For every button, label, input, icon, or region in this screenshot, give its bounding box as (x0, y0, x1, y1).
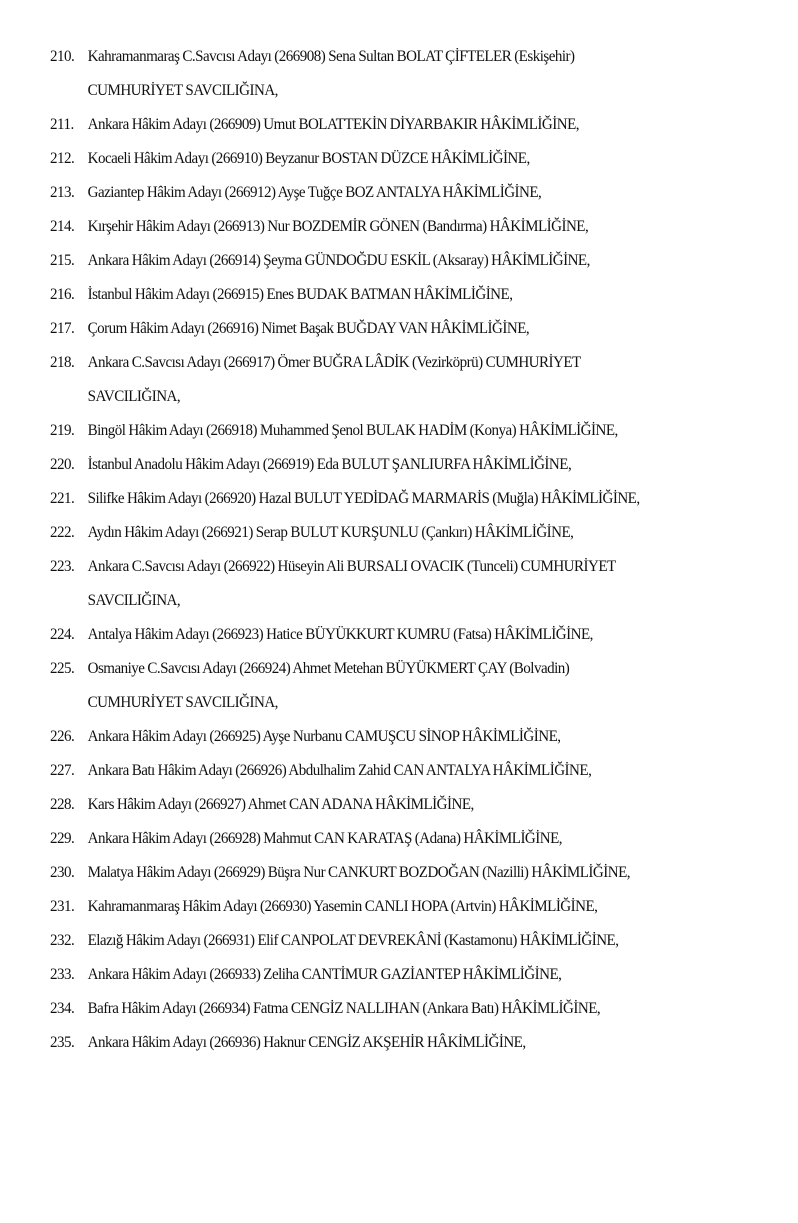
list-item (50, 40, 750, 108)
entry-text (88, 176, 751, 210)
entry-line: Ankara Hâkim Adayı (266909) Umut BOLATTEKİN DİYARBAKIR HÂKİMLİĞİNE, (87, 116, 579, 133)
entry-text (88, 992, 751, 1026)
entry-line: Ankara Hâkim Adayı (266936) Haknur CENGİZ AKŞEHİR HÂKİMLİĞİNE, (87, 1034, 526, 1051)
entry-text (88, 788, 751, 822)
entry-text (88, 550, 751, 618)
entry-number: 234. (50, 1000, 75, 1017)
entry-line: Osmaniye C.Savcısı Adayı (266924) Ahmet Metehan BÜYÜKMERT ÇAY (Bolvadin) (87, 660, 570, 677)
list-item (50, 482, 750, 516)
entry-line: Kocaeli Hâkim Adayı (266910) Beyzanur BOSTAN DÜZCE HÂKİMLİĞİNE, (87, 150, 530, 167)
entry-line: Gaziantep Hâkim Adayı (266912) Ayşe Tuğçe BOZ ANTALYA HÂKİMLİĞİNE, (87, 184, 542, 201)
entry-number: 223. (50, 558, 75, 575)
entry-line: Çorum Hâkim Adayı (266916) Nimet Başak BUĞDAY VAN HÂKİMLİĞİNE, (87, 320, 530, 337)
entry-text (88, 414, 751, 448)
entry-line: Malatya Hâkim Adayı (266929) Büşra Nur CANKURT BOZDOĞAN (Nazilli) HÂKİMLİĞİNE, (87, 864, 631, 881)
entry-number: 235. (50, 1034, 75, 1051)
entry-number: 228. (50, 796, 75, 813)
list-item (50, 890, 750, 924)
entry-line: Ankara C.Savcısı Adayı (266922) Hüseyin Ali BURSALI OVACIK (Tunceli) CUMHURİYET (87, 558, 616, 575)
list-item (50, 414, 750, 448)
entry-line: SAVCILIĞINA, (87, 388, 181, 405)
entry-number: 220. (50, 456, 75, 473)
entry-number: 225. (50, 660, 75, 677)
entry-number: 226. (50, 728, 75, 745)
entry-number: 227. (50, 762, 75, 779)
entry-number: 222. (50, 524, 75, 541)
list-item (50, 788, 750, 822)
entry-text (88, 210, 751, 244)
entry-line: CUMHURİYET SAVCILIĞINA, (87, 82, 278, 99)
entry-number: 230. (50, 864, 75, 881)
list-item (50, 652, 750, 720)
entry-line: Ankara Hâkim Adayı (266914) Şeyma GÜNDOĞDU ESKİL (Aksaray) HÂKİMLİĞİNE, (87, 252, 590, 269)
entry-line: Kahramanmaraş Hâkim Adayı (266930) Yasemin CANLI HOPA (Artvin) HÂKİMLİĞİNE, (87, 898, 598, 915)
list-item (50, 618, 750, 652)
entry-text (88, 958, 751, 992)
entry-number: 218. (50, 354, 75, 371)
list-item (50, 210, 750, 244)
list-item (50, 958, 750, 992)
entry-line: Aydın Hâkim Adayı (266921) Serap BULUT KURŞUNLU (Çankırı) HÂKİMLİĞİNE, (87, 524, 574, 541)
entry-line: Ankara C.Savcısı Adayı (266917) Ömer BUĞRA LÂDİK (Vezirköprü) CUMHURİYET (87, 354, 581, 371)
entry-line: Bingöl Hâkim Adayı (266918) Muhammed Şenol BULAK HADİM (Konya) HÂKİMLİĞİNE, (87, 422, 618, 439)
entry-text (88, 244, 751, 278)
entry-text (88, 448, 751, 482)
list-item (50, 312, 750, 346)
entry-number: 229. (50, 830, 75, 847)
entry-number: 217. (50, 320, 75, 337)
entry-text (88, 652, 751, 720)
entry-line: Elazığ Hâkim Adayı (266931) Elif CANPOLAT DEVREKÂNİ (Kastamonu) HÂKİMLİĞİNE, (87, 932, 619, 949)
entry-line: Ankara Batı Hâkim Adayı (266926) Abdulhalim Zahid CAN ANTALYA HÂKİMLİĞİNE, (87, 762, 592, 779)
entry-line: Kars Hâkim Adayı (266927) Ahmet CAN ADANA HÂKİMLİĞİNE, (87, 796, 474, 813)
entry-text (88, 618, 751, 652)
entry-text (88, 1026, 751, 1060)
list-item (50, 720, 750, 754)
list-item (50, 142, 750, 176)
entry-number: 213. (50, 184, 75, 201)
entry-text (88, 40, 751, 108)
entry-text (88, 346, 751, 414)
entry-number: 216. (50, 286, 75, 303)
list-item (50, 856, 750, 890)
entry-text (88, 754, 751, 788)
list-item (50, 550, 750, 618)
entry-text (88, 482, 751, 516)
entry-text (88, 516, 751, 550)
entry-text (88, 856, 751, 890)
entry-text (88, 890, 751, 924)
list-item (50, 448, 750, 482)
entry-line: Antalya Hâkim Adayı (266923) Hatice BÜYÜKKURT KUMRU (Fatsa) HÂKİMLİĞİNE, (87, 626, 593, 643)
entry-number: 233. (50, 966, 75, 983)
list-item (50, 822, 750, 856)
entry-line: Ankara Hâkim Adayı (266933) Zeliha CANTİMUR GAZİANTEP HÂKİMLİĞİNE, (87, 966, 562, 983)
list-item (50, 1026, 750, 1060)
list-item (50, 278, 750, 312)
list-item (50, 924, 750, 958)
appointment-list (50, 40, 795, 1060)
list-item (50, 992, 750, 1026)
entry-line: Kahramanmaraş C.Savcısı Adayı (266908) Sena Sultan BOLAT ÇİFTELER (Eskişehir) (87, 48, 575, 65)
entry-line: Ankara Hâkim Adayı (266925) Ayşe Nurbanu CAMUŞCU SİNOP HÂKİMLİĞİNE, (87, 728, 561, 745)
entry-line: Silifke Hâkim Adayı (266920) Hazal BULUT YEDİDAĞ MARMARİS (Muğla) HÂKİMLİĞİNE, (87, 490, 640, 507)
entry-text (88, 142, 751, 176)
entry-number: 210. (50, 48, 75, 65)
entry-number: 211. (50, 116, 74, 133)
list-item (50, 516, 750, 550)
entry-number: 219. (50, 422, 75, 439)
entry-number: 221. (50, 490, 75, 507)
entry-line: Kırşehir Hâkim Adayı (266913) Nur BOZDEMİR GÖNEN (Bandırma) HÂKİMLİĞİNE, (87, 218, 589, 235)
entry-line: Ankara Hâkim Adayı (266928) Mahmut CAN KARATAŞ (Adana) HÂKİMLİĞİNE, (87, 830, 563, 847)
entry-number: 212. (50, 150, 75, 167)
list-item (50, 108, 750, 142)
entry-number: 215. (50, 252, 75, 269)
entry-line: Bafra Hâkim Adayı (266934) Fatma CENGİZ NALLIHAN (Ankara Batı) HÂKİMLİĞİNE, (87, 1000, 601, 1017)
entry-text (88, 312, 751, 346)
entry-line: CUMHURİYET SAVCILIĞINA, (87, 694, 278, 711)
entry-line: İstanbul Hâkim Adayı (266915) Enes BUDAK BATMAN HÂKİMLİĞİNE, (87, 286, 513, 303)
entry-text (88, 278, 751, 312)
list-item (50, 176, 750, 210)
entry-text (88, 720, 751, 754)
entry-line: SAVCILIĞINA, (87, 592, 181, 609)
entry-number: 224. (50, 626, 75, 643)
list-item (50, 754, 750, 788)
entry-text (88, 822, 751, 856)
list-item (50, 346, 750, 414)
entry-number: 214. (50, 218, 75, 235)
entry-number: 232. (50, 932, 75, 949)
entry-text (88, 108, 751, 142)
entry-number: 231. (50, 898, 75, 915)
entry-text (88, 924, 751, 958)
entry-line: İstanbul Anadolu Hâkim Adayı (266919) Eda BULUT ŞANLIURFA HÂKİMLİĞİNE, (87, 456, 572, 473)
list-item (50, 244, 750, 278)
